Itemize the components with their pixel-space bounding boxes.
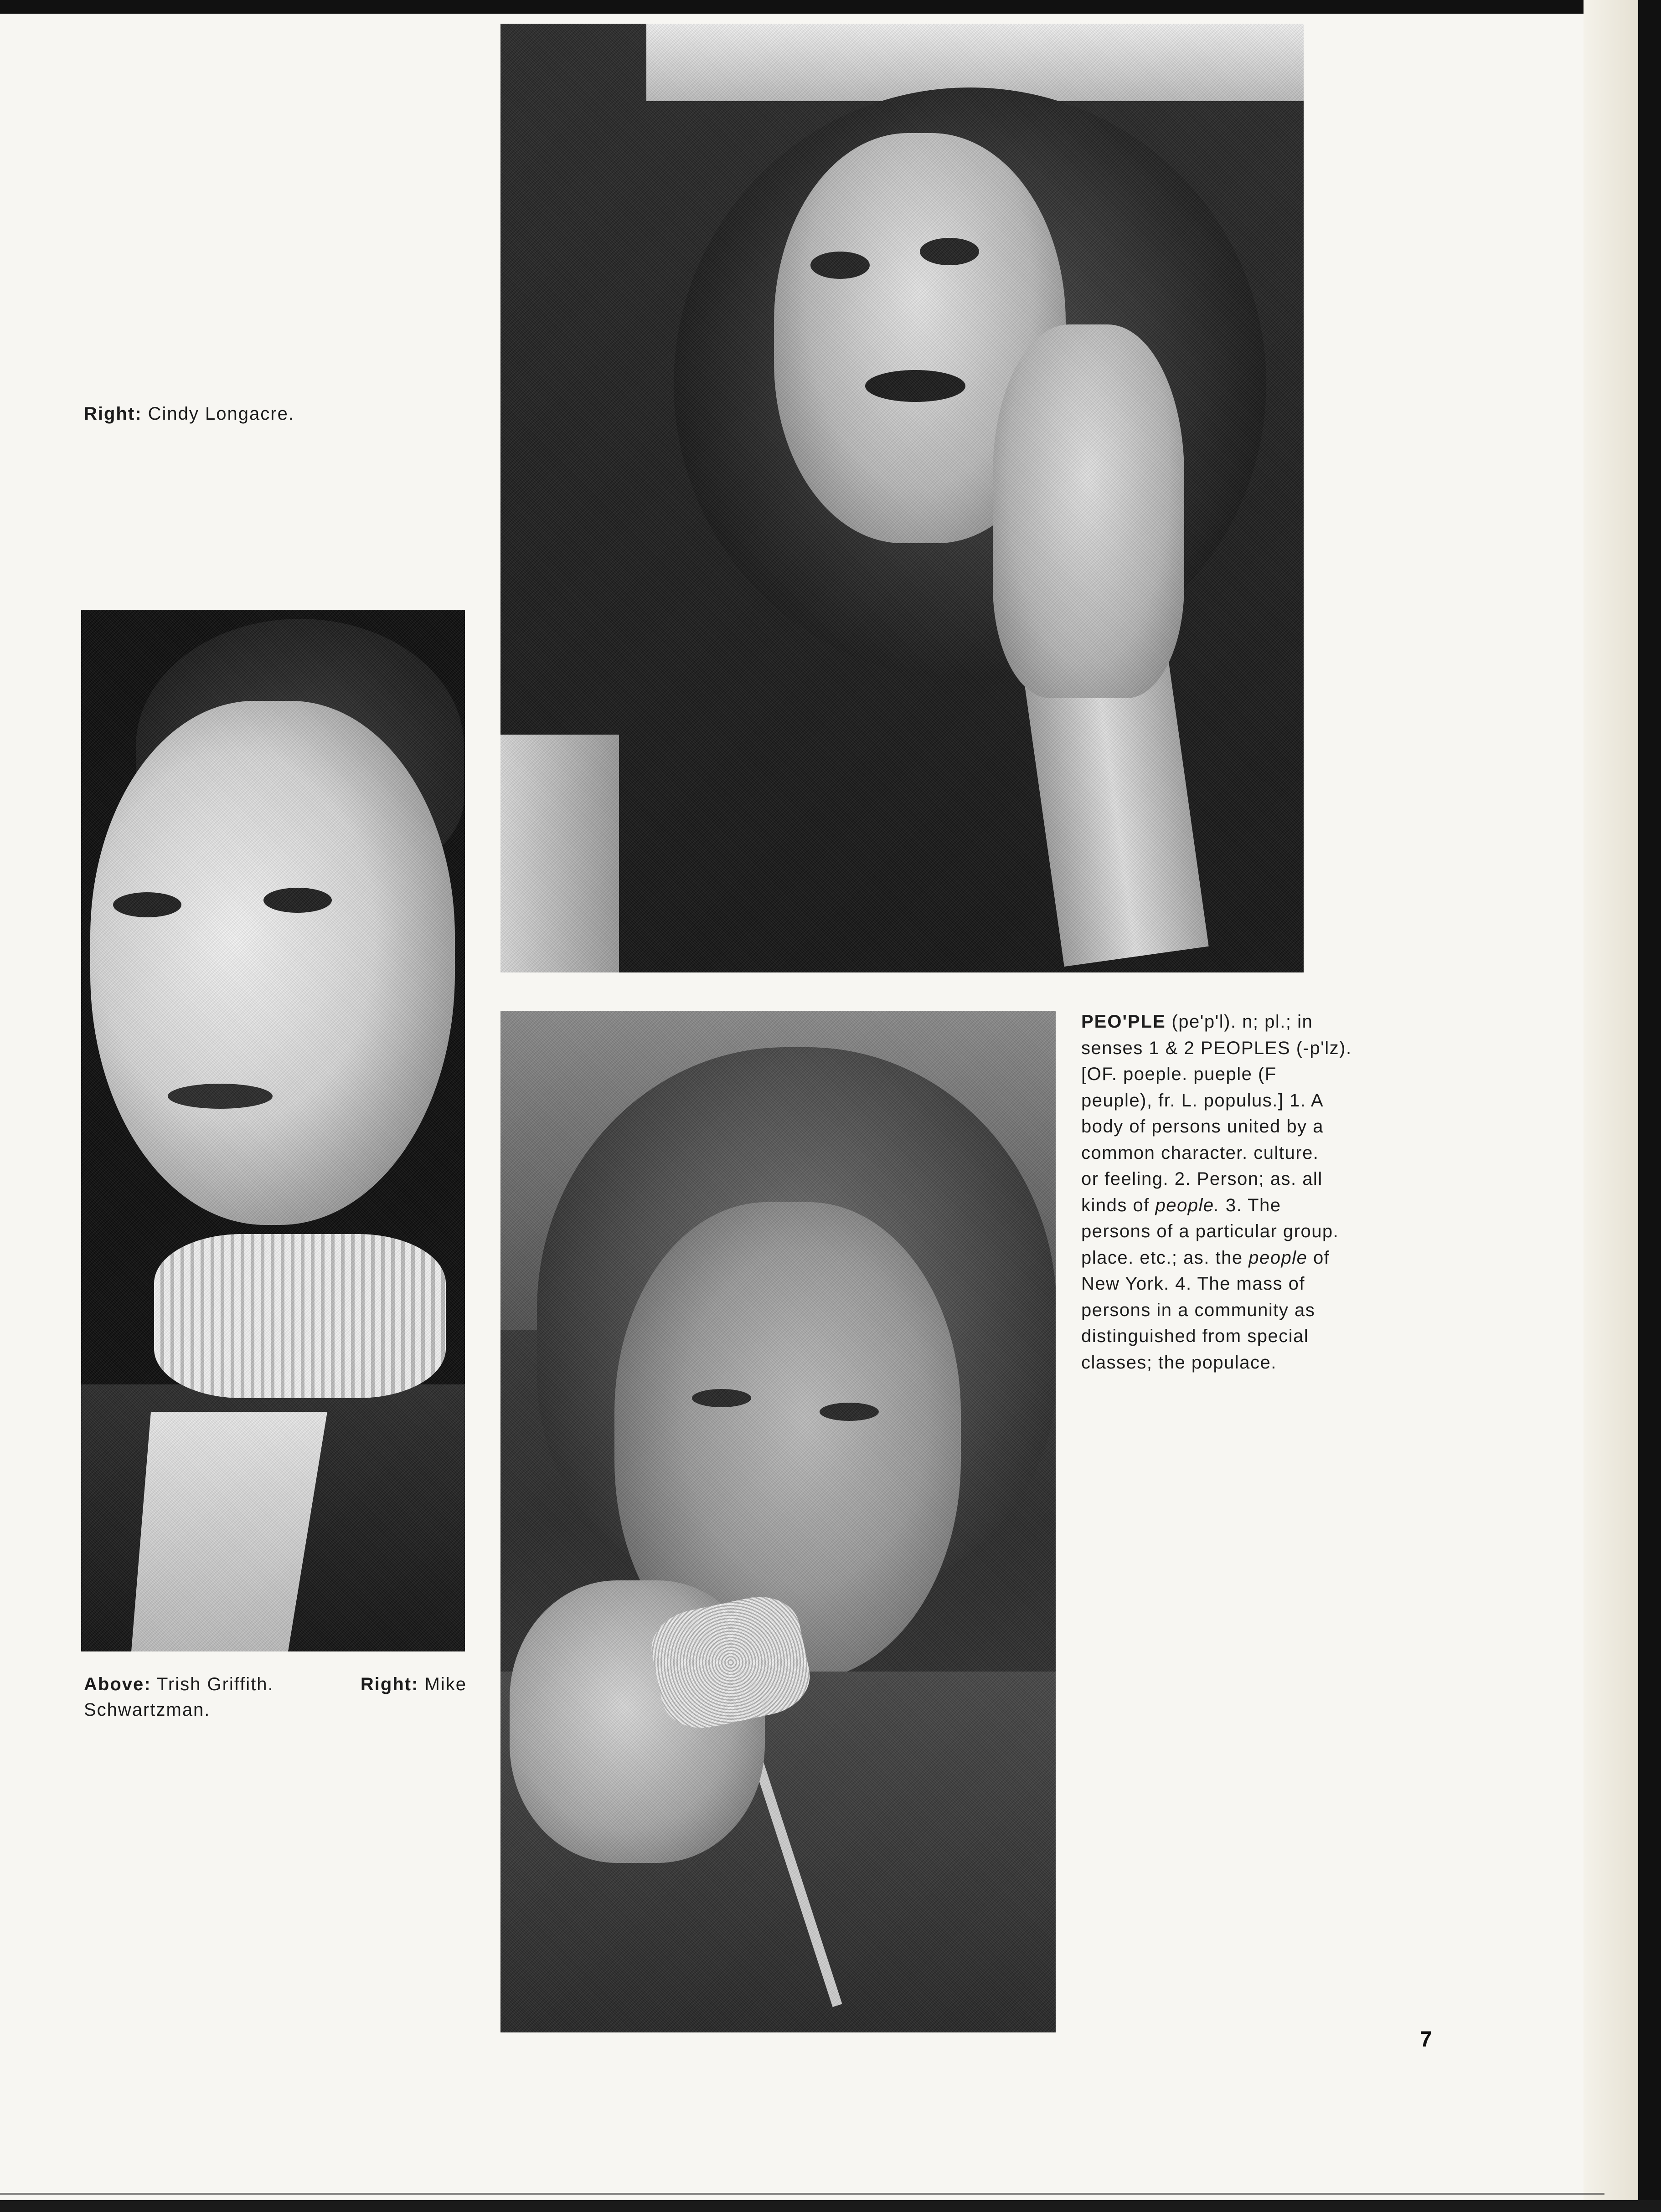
page-number: 7 [1420, 2027, 1432, 2052]
definition-line-1 [1081, 1009, 1436, 1035]
definition-headword: PEO'PLE [1081, 1012, 1166, 1032]
definition-line: persons of a particular group. [1081, 1221, 1339, 1241]
caption-trish-mike [84, 1672, 467, 1723]
definition-line: common character. culture. [1081, 1142, 1319, 1163]
caption-text: Cindy Longacre. [148, 404, 294, 424]
page-right-edge [1638, 0, 1661, 2212]
photo-mike-schwartzman [500, 1011, 1056, 2032]
definition-line-10 [1081, 1245, 1436, 1271]
definition-line: (pe'p'l). n; pl.; in [1166, 1012, 1313, 1032]
definition-line: classes; the populace. [1081, 1352, 1277, 1373]
photo-highlight [500, 735, 619, 972]
definition-line: of [1307, 1247, 1330, 1268]
eye [263, 888, 332, 913]
caption-cindy [84, 401, 294, 427]
face [90, 701, 455, 1225]
definition-line: body of persons united by a [1081, 1116, 1324, 1137]
photo-trish-griffith [81, 610, 465, 1651]
eye [810, 252, 870, 279]
definition-line: New York. 4. The mass of [1081, 1274, 1305, 1294]
mouth [865, 370, 965, 402]
caption-label: Above: [84, 1674, 151, 1694]
mouth [168, 1084, 273, 1109]
definition-line: peuple), fr. L. populus.] 1. A [1081, 1090, 1324, 1111]
definition-text [1081, 1009, 1436, 1376]
eye [920, 238, 979, 265]
hand [993, 324, 1184, 698]
arm [1023, 653, 1208, 967]
definition-line: [OF. poeple. pueple (F [1081, 1064, 1277, 1084]
definition-line: persons in a community as [1081, 1300, 1315, 1320]
page-top-edge [0, 0, 1661, 14]
caption-text: Trish Griffith. [156, 1674, 274, 1694]
page-bottom-edge [0, 2200, 1661, 2212]
definition-line: kinds of [1081, 1195, 1155, 1215]
caption-text: Mike [424, 1674, 467, 1694]
definition-italic: people. [1155, 1195, 1220, 1215]
definition-line: place. etc.; as. the [1081, 1247, 1249, 1268]
caption-label: Right: [84, 404, 142, 424]
eye [692, 1389, 751, 1407]
eye [113, 892, 181, 917]
eye [820, 1403, 879, 1421]
definition-line-8 [1081, 1193, 1436, 1219]
caption-line-1 [84, 1672, 467, 1697]
bottom-rule [0, 2193, 1604, 2195]
caption-label: Right: [360, 1674, 419, 1694]
definition-line: distinguished from special [1081, 1326, 1309, 1346]
page-right-margin [1584, 0, 1638, 2212]
definition-line: senses 1 & 2 PEOPLES (-p'lz). [1081, 1038, 1352, 1058]
photo-cindy-longacre [500, 24, 1304, 972]
turtleneck-collar [154, 1234, 446, 1398]
definition-line: 3. The [1220, 1195, 1281, 1215]
definition-line: or feeling. 2. Person; as. all [1081, 1169, 1323, 1189]
definition-italic: people [1248, 1247, 1308, 1268]
caption-line-2: Schwartzman. [84, 1700, 211, 1720]
